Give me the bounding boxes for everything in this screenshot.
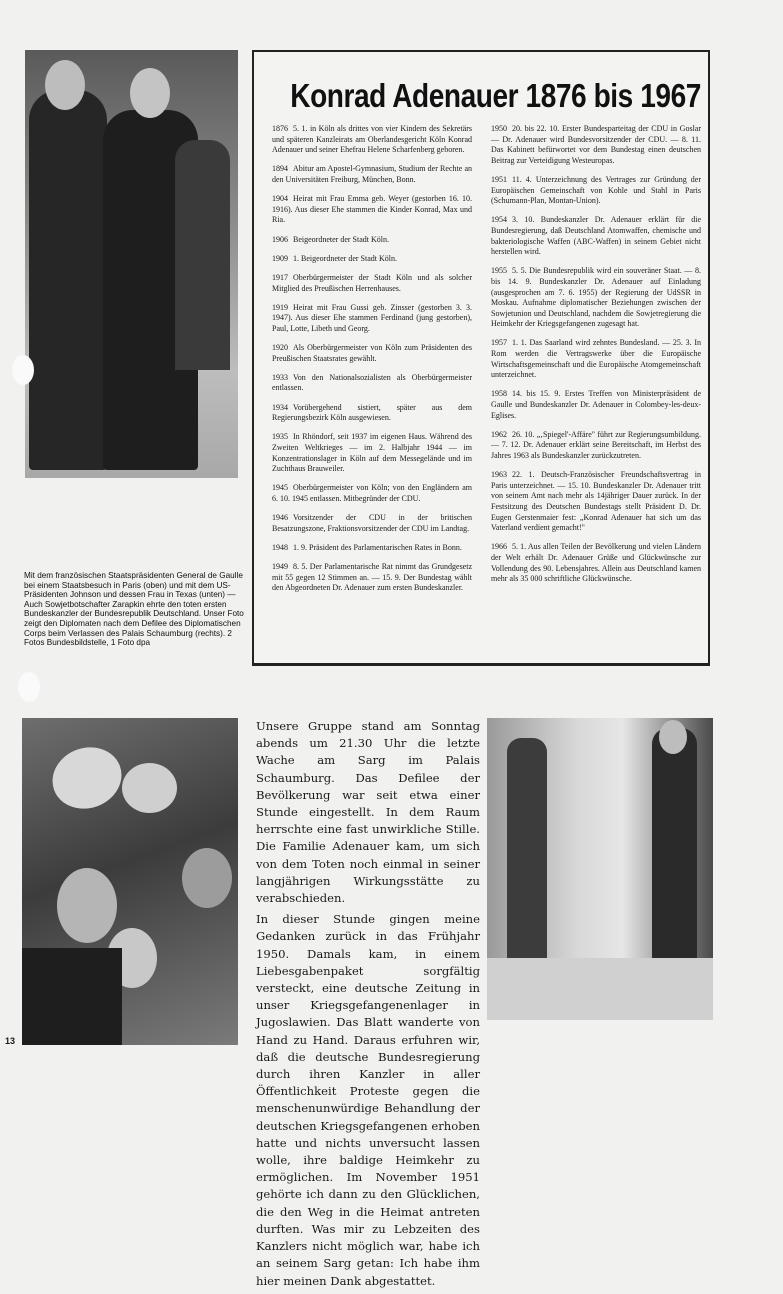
timeline-text: 14. bis 15. 9. Erstes Treffen von Ministerpräsident de Gaulle und Bundeskanzler Dr. Adenauer in Colombey-les-deux-Eglises.: [491, 389, 701, 420]
timeline-entry: [272, 273, 472, 294]
timeline-entry: [272, 124, 472, 156]
timeline-year: 1933: [272, 372, 288, 382]
timeline-year: 1920: [272, 343, 288, 353]
timeline-text: In Rhöndorf, seit 1937 im eigenen Haus. Während des Zweiten Weltkrieges — im 2. Halbjahr 1944 — im Konzentrationslager in Köln auf dem Messegelände und im Zuchthaus Brauweiler.: [272, 432, 472, 474]
article-paragraph: In dieser Stunde gingen meine Gedanken zurück in das Frühjahr 1950. Damals kam, in einem Liebesgabenpaket sorgfältig versteckt, eine deutsche Zeitung in unser Kriegsgefangenenlager in Jugoslawien. Das Blatt wanderte von Hand zu Hand. Daraus erfuhren wir, daß die deutsche Bundesregierung durch ihren Kanzler in aller Öffentlichkeit Proteste gegen die menschenunwürdige Behandlung der deutschen Kriegsgefangenen erhoben hatte und nichts unversucht lassen wolle, ihre baldige Heimkehr zu ermöglichen. Im November 1951 gehörte ich dann zu den Glücklichen, die den Weg in die Heimat antreten durften. Was mir zu Lebzeiten des Kanzlers nicht möglich war, habe ich an seinem Sarg getan: Ich habe ihm hier meinen Dank abgestattet.: [256, 912, 480, 1288]
timeline-year: 1966: [491, 542, 507, 552]
timeline-year: 1962: [491, 429, 507, 439]
timeline-column-right: [491, 124, 701, 593]
timeline-year: 1934: [272, 402, 288, 412]
timeline-text: 3. 10. Bundeskanzler Dr. Adenauer erklärt für die Bundesregierung, daß Deutschland Atomwaffen, chemische und bakteriologische Waffen (ABC-Waffen) in seinem Gebiet nicht herstellen wird.: [491, 215, 701, 257]
timeline-entry: [272, 403, 472, 424]
timeline-entry: [272, 164, 472, 185]
timeline-text: Beigeordneter der Stadt Köln.: [293, 234, 389, 244]
page-number: 13: [5, 1036, 16, 1046]
timeline-year: 1950: [491, 124, 507, 133]
timeline-text: 8. 5. Der Parlamentarische Rat nimmt das Grundgesetz mit 55 gegen 12 Stimmen an. — 15. 9. Der Bundestag wählt den Abgeordneten Dr. Adenauer zum ersten Bundeskanzler.: [272, 562, 472, 593]
photo-zarapkin: [487, 718, 713, 1020]
timeline-text: 20. bis 22. 10. Erster Bundesparteitag der CDU in Goslar — Dr. Adenauer wird Bundesvorsitzender der CDU. — 8. 11. Das Kabinett befürwortet vor dem Bundestag einen deutschen Beitrag zur Verteidigung Westeuropas.: [491, 124, 701, 165]
timeline-year: 1876: [272, 124, 288, 133]
timeline-text: Oberbürgermeister der Stadt Köln und als solcher Mitglied des Preußischen Herrenhauses.: [272, 272, 472, 293]
timeline-entry: [491, 430, 701, 462]
timeline-entry: [272, 562, 472, 594]
timeline-text: Von den Nationalsozialisten als Oberbürgermeister entlassen.: [272, 372, 472, 393]
photo-adenauer-de-gaulle: [25, 50, 238, 478]
timeline-entry: [272, 303, 472, 335]
timeline-text: Als Oberbürgermeister von Köln zum Präsidenten des Preußischen Staatsrates gewählt.: [272, 343, 472, 363]
timeline-text: Heirat mit Frau Emma geb. Weyer (gestorben 16. 10. 1916). Aus dieser Ehe stammen die Kinder Konrad, Max und Ria.: [272, 194, 472, 225]
timeline-entry: [491, 542, 701, 584]
page-title-container: [254, 76, 708, 118]
punch-hole: [18, 672, 40, 702]
timeline-entry: [491, 338, 701, 380]
timeline-text: 5. 1. Aus allen Teilen der Bevölkerung und vielen Ländern der Welt erhält Dr. Adenauer Grüße und Glückwünsche zur Vollendung des 90. Lebensjahres. Allein aus Deutschland kamen mehr als 35 000 schriftliche Glückwünsche.: [491, 542, 701, 584]
timeline-entry: [272, 235, 472, 246]
timeline-text: 5. 1. in Köln als drittes von vier Kindern des Sekretärs und späteren Kanzleirats am Oberlandesgericht Köln Konrad Adenauer und seiner Ehefrau Helene Scharfenberg geboren.: [272, 124, 472, 155]
timeline-entry: [272, 483, 472, 504]
timeline-entry: [272, 543, 472, 554]
timeline-year: 1935: [272, 432, 288, 442]
timeline-year: 1955: [491, 266, 507, 276]
timeline-text: 1. 9. Präsident des Parlamentarischen Rates in Bonn.: [293, 542, 462, 552]
timeline-year: 1958: [491, 389, 507, 399]
photo-adenauer-johnson: [22, 718, 238, 1045]
timeline-entry: [272, 373, 472, 394]
article-text: [256, 718, 480, 1294]
timeline-year: 1919: [272, 302, 288, 312]
photo-caption: Mit dem französischen Staatspräsidenten General de Gaulle bei einem Staatsbesuch in Paris (oben) und mit dem US-Präsidenten Johnson und dessen Frau in Texas (unten) — Auch Sowjetbotschafter Zarapkin ehrte den toten ersten Bundeskanzler der Bundesrepublik Deutschland. Unser Foto zeigt den Diplomaten nach dem Defilee des Diplomatischen Corps beim Verlassen des Palais Schaumburg (rechts). 2 Fotos Bundesbildstelle, 1 Foto dpa: [24, 571, 244, 648]
timeline-entry: [491, 215, 701, 257]
timeline-text: 11. 4. Unterzeichnung des Vertrages zur Gründung der Europäischen Gemeinschaft von Kohle und Stahl in Paris (Schumann-Plan, Montan-Union).: [491, 174, 701, 206]
timeline-entry: [272, 254, 472, 265]
timeline-year: 1948: [272, 542, 288, 552]
timeline-text: Abitur am Apostel-Gymnasium, Studium der Rechte an den Universitäten Freiburg, München, Bonn.: [272, 164, 472, 184]
timeline-year: 1904: [272, 194, 288, 204]
timeline-year: 1957: [491, 338, 507, 348]
timeline-entry: [272, 343, 472, 364]
timeline-year: 1917: [272, 272, 288, 282]
page-title: Konrad Adenauer 1876 bis 1967: [290, 77, 701, 114]
timeline-year: 1946: [272, 513, 288, 523]
timeline-entry: [272, 194, 472, 226]
timeline-text: 26. 10. „‚Spiegel'-Affäre" führt zur Regierungsumbildung. — 7. 12. Dr. Adenauer erklärt seine Bereitschaft, im Herbst des Jahres 1963 als Bundeskanzler zurückzutreten.: [491, 429, 701, 460]
timeline-text: Oberbürgermeister von Köln; von den Engländern am 6. 10. 1945 entlassen. Mitbegründer der CDU.: [272, 483, 472, 503]
timeline-entry: [491, 389, 701, 421]
article-paragraph: Unsere Gruppe stand am Sonntag abends um 21.30 Uhr die letzte Wache am Sarg im Palais Schaumburg. Das Defilee der Bevölkerung war seit etwa einer Stunde eingestellt. In dem Raum herrschte eine fast unwirkliche Stille. Die Familie Adenauer kam, um sich von dem Toten noch einmal in seiner langjährigen Wirkungsstätte zu verabschieden.: [256, 719, 480, 906]
timeline-year: 1954: [491, 215, 507, 225]
timeline-box: [252, 50, 710, 666]
timeline-text: 1. Beigeordneter der Stadt Köln.: [293, 253, 397, 263]
timeline-column-left: [272, 124, 472, 603]
timeline-entry: [272, 432, 472, 474]
punch-hole: [12, 355, 34, 385]
timeline-year: 1894: [272, 164, 288, 174]
timeline-year: 1949: [272, 562, 288, 572]
timeline-year: 1945: [272, 483, 288, 493]
timeline-text: 1. 1. Das Saarland wird zehntes Bundesland. — 25. 3. In Rom werden die Vertragswerke über die Europäische Wirtschaftsgemeinschaft und die Europäische Atomgemeinschaft unterzeichnet.: [491, 338, 701, 380]
timeline-year: 1951: [491, 174, 507, 184]
timeline-entry: [491, 124, 701, 166]
timeline-entry: [491, 470, 701, 534]
timeline-year: 1963: [491, 470, 507, 480]
timeline-text: Vorübergehend sistiert, später aus dem Regierungsbezirk Köln ausgewiesen.: [272, 402, 472, 423]
timeline-text: Heirat mit Frau Gussi geb. Zinsser (gestorben 3. 3. 1947). Aus dieser Ehe stammen Ferdinand (jung gestorben), Paul, Lotte, Libeth und Georg.: [272, 302, 472, 333]
timeline-entry: [491, 266, 701, 330]
timeline-entry: [491, 175, 701, 207]
timeline-text: 22. 1. Deutsch-Französischer Freundschaftsvertrag in Paris unterzeichnet. — 15. 10. Bundeskanzler Dr. Adenauer tritt von seinem Amt nach mehr als 14jähriger Dauer zurück. In der Festsitzung des Deutschen Bundestags stellt Präsident D. Dr. Eugen Gerstenmaier fest: „Konrad Adenauer hat sich um das Vaterland verdient gemacht!": [491, 470, 701, 533]
timeline-year: 1909: [272, 253, 288, 263]
timeline-text: Vorsitzender der CDU in der britischen Besatzungszone, Fraktionsvorsitzender der CDU im Landtag.: [272, 513, 472, 533]
timeline-text: 5. 5. Die Bundesrepublik wird ein souveräner Staat. — 8. bis 14. 9. Bundeskanzler Dr. Adenauer auf Einladung (ausgesprochen am 7. 6. 1955) der Regierung der UdSSR in Moskau. Aufnahme diplomatischer Beziehungen zwischen der Sowjetunion und Deutschland, nachdem die Sowjetregierung die Heimkehr der Kriegsgefangenen zugesagt hat.: [491, 266, 701, 329]
timeline-year: 1906: [272, 234, 288, 244]
timeline-entry: [272, 513, 472, 534]
